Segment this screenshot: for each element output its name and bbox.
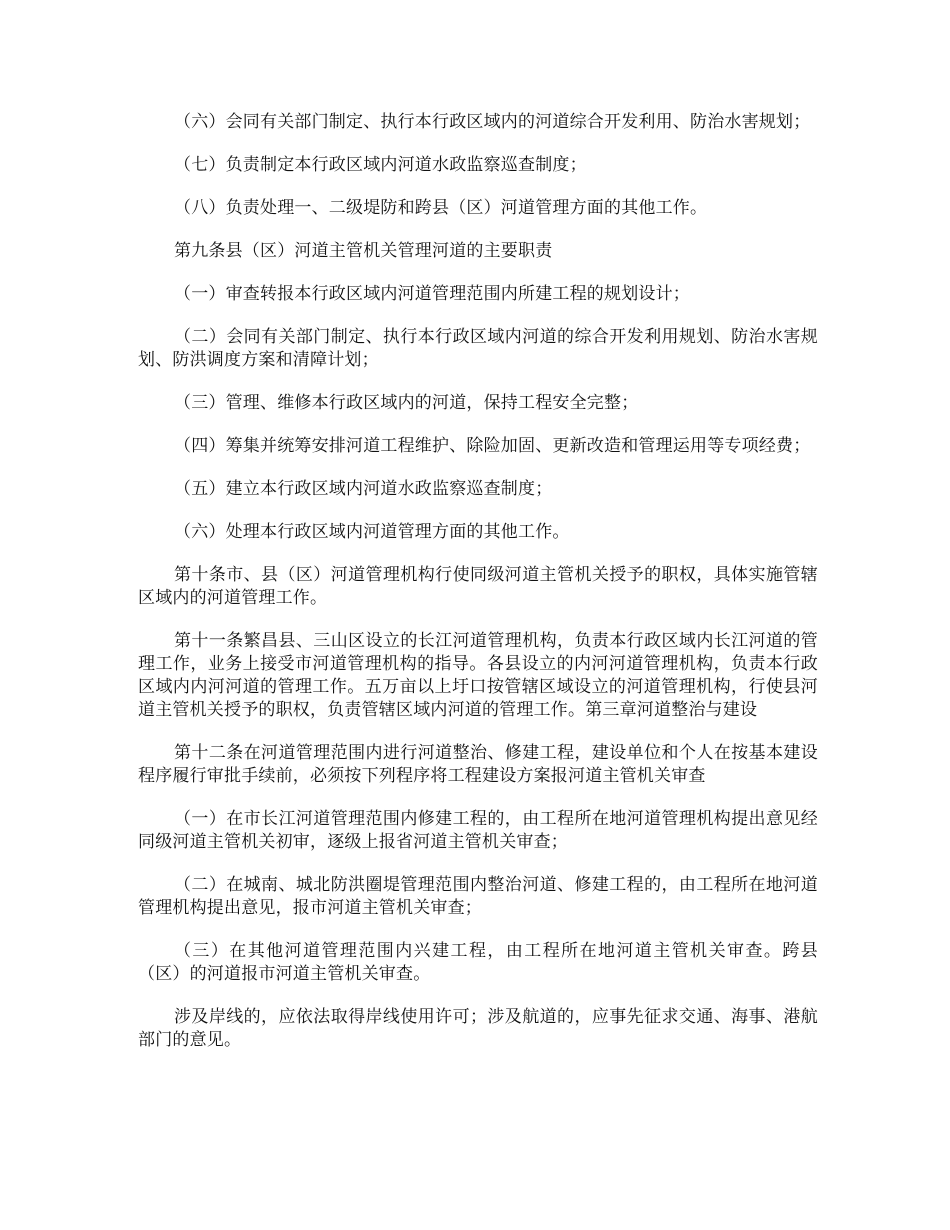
paragraph-item-3-other-rivers: （三）在其他河道管理范围内兴建工程，由工程所在地河道主管机关审查。跨县（区）的河道报市河道主管机关审查。: [138, 941, 818, 984]
paragraph-item-5-inspection: （五）建立本行政区域内河道水政监察巡查制度；: [174, 479, 553, 499]
paragraph-item-6-other-work: （六）处理本行政区域内河道管理方面的其他工作。: [174, 522, 570, 542]
paragraph-item-6-planning: （六）会同有关部门制定、执行本行政区域内的河道综合开发利用、防治水害规划；: [174, 112, 811, 132]
paragraph-item-1-review: （一）审查转报本行政区域内河道管理范围内所建工程的规划设计；: [174, 284, 690, 304]
article-11: 第十一条繁昌县、三山区设立的长江河道管理机构，负责本行政区域内长江河道的管理工作，业务上接受市河道管理机构的指导。各县设立的内河河道管理机构，负责本行政区域内内河河道的管理工作。五万亩以上圩口按管辖区域设立的河道管理机构，行使县河道主管机关授予的职权，负责管辖区域内河道的管理工作。第三章河道整治与建设: [138, 631, 818, 720]
paragraph-item-8-other-work: （八）负责处理一、二级堤防和跨县（区）河道管理方面的其他工作。: [174, 198, 708, 218]
paragraph-shoreline-navigation: 涉及岸线的，应依法取得岸线使用许可；涉及航道的，应事先征求交通、海事、港航部门的意见。: [138, 1007, 818, 1050]
article-10: 第十条市、县（区）河道管理机构行使同级河道主管机关授予的职权，具体实施管辖区域内的河道管理工作。: [138, 565, 818, 608]
paragraph-item-7-inspection: （七）负责制定本行政区域内河道水政监察巡查制度；: [174, 155, 587, 175]
paragraph-item-3-maintenance: （三）管理、维修本行政区域内的河道，保持工程安全完整；: [174, 393, 639, 413]
article-12: 第十二条在河道管理范围内进行河道整治、修建工程，建设单位和个人在按基本建设程序履行审批手续前，必须按下列程序将工程建设方案报河道主管机关审查: [138, 743, 818, 786]
paragraph-item-2-planning: （二）会同有关部门制定、执行本行政区域内河道的综合开发利用规划、防治水害规划、防洪调度方案和清障计划；: [138, 327, 818, 370]
paragraph-item-1-yangtze: （一）在市长江河道管理范围内修建工程的，由工程所在地河道管理机构提出意见经同级河道主管机关初审，逐级上报省河道主管机关审查；: [138, 809, 818, 852]
paragraph-item-4-funding: （四）筹集并统筹安排河道工程维护、除险加固、更新改造和管理运用等专项经费；: [174, 436, 811, 456]
article-9-heading: 第九条县（区）河道主管机关管理河道的主要职责: [174, 241, 553, 261]
document-page: [138, 111, 818, 1072]
paragraph-item-2-flood-levee: （二）在城南、城北防洪圈堤管理范围内整治河道、修建工程的，由工程所在地河道管理机构提出意见，报市河道主管机关审查；: [138, 875, 818, 918]
